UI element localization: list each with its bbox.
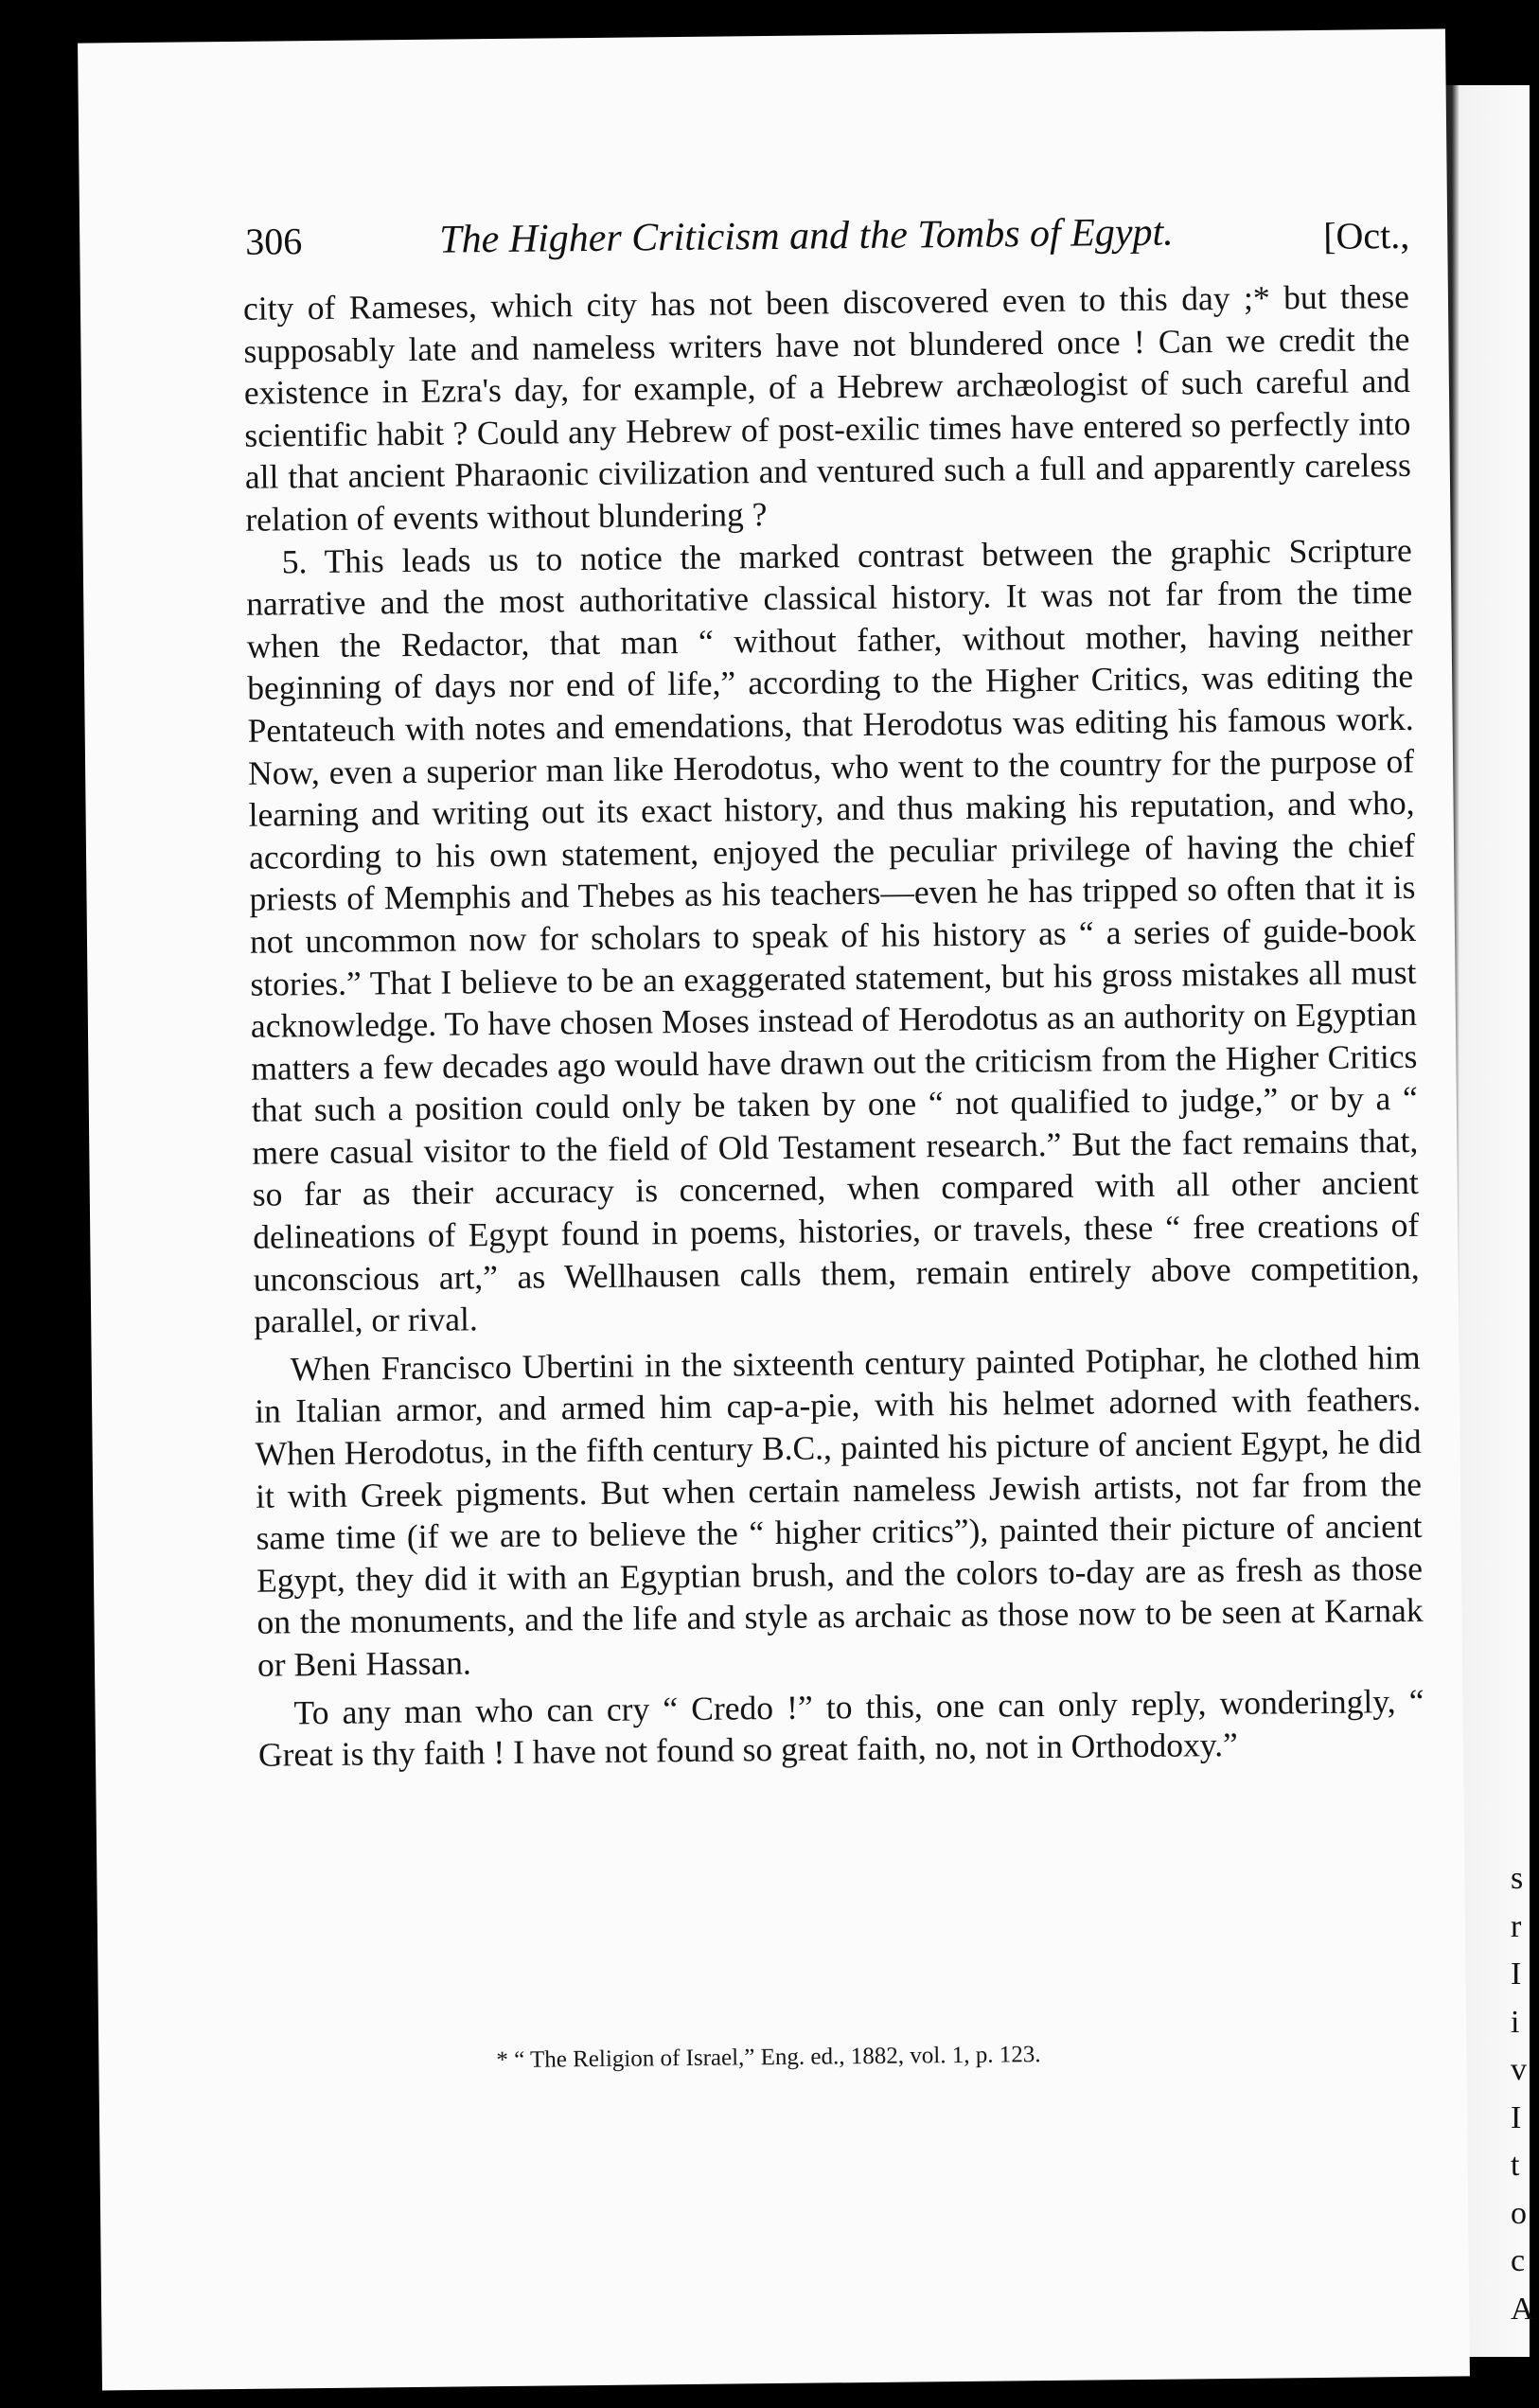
section-mark: [Oct., [1322, 213, 1410, 257]
footnote: * “ The Religion of Israel,” Eng. ed., 1882, vol. 1, p. 123. [496, 2042, 1041, 2074]
edge-letter: i [1511, 2004, 1520, 2040]
paragraph: To any man who can cry “ Credo !” to this, one can only reply, wonderingly, “ Great is thy faith ! I have not found so great faith, no, not in Orthodoxy.” [257, 1681, 1424, 1774]
edge-letter: c [1511, 2243, 1526, 2278]
edge-letter: t [1511, 2148, 1520, 2183]
paragraph: When Francisco Ubertini in the sixteenth century painted Potiphar, he clothed him in Italian armor, and armed him cap-a-pie, with his helmet adorned with feathers. When Herodotus, in the fifth century B.C., painted his picture of ancient Egypt, he did it with Greek pigments. But when certain nameless Jewish artists, not far from the same time (if we are to believe the “ higher critics”), painted their picture of ancient Egypt, they did it with an Egyptian brush, and the colors to-day are as fresh as those on the monuments, and the life and style as archaic as those now to be seen at Karnak or Beni Hassan. [254, 1337, 1424, 1684]
edge-letter: r [1511, 1908, 1522, 1944]
page-header [245, 207, 1410, 286]
edge-letter: v [1511, 2052, 1527, 2087]
adjacent-page-letters [1511, 1855, 1539, 2333]
paragraph: 5. This leads us to notice the marked contrast between the graphic Scripture narrative and the most authoritative classical history. It was not far from the time when the Redactor, that man “ without father, without mother, having neither beginning of days nor end of life,” according to the Higher Critics, was editing the Pentateuch with notes and emendations, that Herodotus was editing his famous work. Now, even a superior man like Herodotus, who went to the country for the purpose of learning and writing out its exact history, and thus making his reputation, and who, according to his own statement, enjoyed the peculiar privilege of having the chief priests of Memphis and Thebes as his teachers—even he has tripped so often that it is not uncommon now for scholars to speak of his history as “ a series of guide-book stories.” That I believe to be an exaggerated statement, but his gross mistakes all must acknowledge. To have chosen Moses instead of Herodotus as an authority on Egyptian matters a few decades ago would have drawn out the criticism from the Higher Critics that such a position could only be taken by one “ not qualified to judge,” or by a “ mere casual visitor to the field of Old Testament research.” But the fact remains that, so far as their accuracy is concerned, when compared with all other ancient delineations of Egypt found in poems, histories, or travels, these “ free creations of unconscious art,” as Wellhausen calls them, remain entirely above competition, parallel, or rival. [246, 530, 1420, 1341]
body-text [243, 275, 1424, 1777]
paragraph: city of Rameses, which city has not been discovered even to this day ;* but these supposably late and nameless writers have not blundered once ! Can we credit the existence in Ezra's day, for example, of a Hebrew archæologist of such careful and scientific habit ? Could any Hebrew of post-exilic times have entered so perfectly into all that ancient Pharaonic civilization and ventured such a full and apparently careless relation of events without blundering ? [242, 276, 1412, 539]
edge-letter: A [1511, 2291, 1534, 2327]
book-page [78, 29, 1470, 2391]
edge-letter: I [1511, 2099, 1522, 2135]
edge-letter: o [1511, 2195, 1527, 2231]
running-title: The Higher Criticism and the Tombs of Egypt. [439, 210, 1174, 262]
edge-letter: s [1511, 1861, 1524, 1896]
edge-letter: I [1511, 1956, 1522, 1992]
page-number: 306 [245, 220, 303, 263]
